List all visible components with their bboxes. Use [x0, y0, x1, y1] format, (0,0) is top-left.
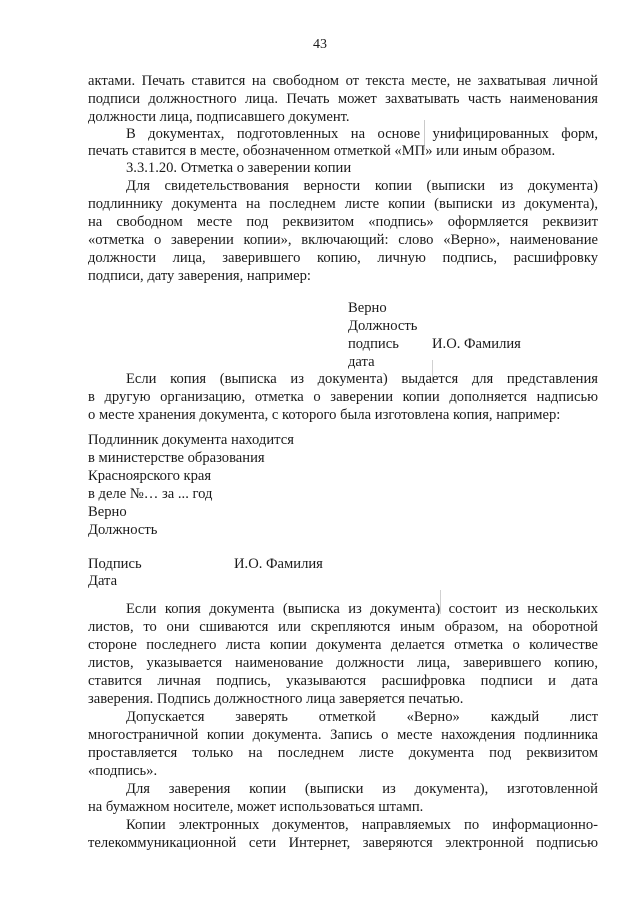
- paragraph-line: должности лица, подписавшего документ.: [88, 109, 350, 125]
- paragraph-line: печать ставится в месте, обозначенном отметкой «МП» или иным образом.: [88, 143, 556, 159]
- example2-line: в министерстве образования: [88, 450, 265, 466]
- paragraph-line: подписи должностного лица. Печать может захватывать часть наименования: [88, 91, 598, 107]
- scan-artifact: [424, 120, 425, 150]
- paragraph-line: телекоммуникационной сети Интернет, заверяются электронной подписью: [88, 835, 598, 851]
- example2-date: Дата: [88, 573, 118, 589]
- example2-signature: Подпись: [88, 556, 142, 572]
- paragraph-line: листов, то они сшиваются или скрепляются иным образом, на оборотной: [88, 619, 598, 635]
- paragraph-line: Копии электронных документов, направляемых по информационно-: [126, 817, 598, 833]
- example-date: дата: [348, 354, 375, 370]
- example-position: Должность: [348, 318, 418, 334]
- example-signature: подпись: [348, 336, 399, 352]
- example2-line: в деле №… за ... год: [88, 486, 213, 502]
- paragraph-line: о месте хранения документа, с которого была изготовлена копия, например:: [88, 407, 561, 423]
- paragraph-line: Для свидетельствования верности копии (выписки из документа): [126, 178, 598, 194]
- paragraph-line: подписи, дату заверения, например:: [88, 268, 311, 284]
- paragraph-line: заверения. Подпись должностного лица заверяется печатью.: [88, 691, 464, 707]
- example-name: И.О. Фамилия: [432, 336, 521, 352]
- paragraph-line: многостраничной копии документа. Запись о месте нахождения подлинника: [88, 727, 598, 743]
- paragraph-line: Допускается заверять отметкой «Верно» каждый лист: [126, 709, 598, 725]
- example2-line: Красноярского края: [88, 468, 212, 484]
- paragraph-line: «отметка о заверении копии», включающий: слово «Верно», наименование: [88, 232, 598, 248]
- paragraph-line: Если копия (выписка из документа) выдается для представления: [126, 371, 598, 387]
- page-number: 43: [313, 37, 327, 52]
- paragraph-line: стороне последнего листа копии документа делается отметка о количестве: [88, 637, 598, 653]
- example-verno: Верно: [348, 300, 387, 316]
- scan-artifact: [432, 360, 433, 384]
- paragraph-line: ставится личная подпись, указываются расшифровка подписи и дата: [88, 673, 598, 689]
- paragraph-line: подлиннику документа на последнем листе копии (выписки из документа),: [88, 196, 598, 212]
- paragraph-line: должности лица, заверившего копию, личную подпись, расшифровку: [88, 250, 598, 266]
- paragraph-line: листов, указывается наименование должности лица, заверившего копию,: [88, 655, 598, 671]
- paragraph-line: В документах, подготовленных на основе унифицированных форм,: [126, 126, 598, 142]
- example2-position: Должность: [88, 522, 158, 538]
- section-heading: 3.3.1.20. Отметка о заверении копии: [126, 160, 352, 176]
- paragraph-line: Для заверения копии (выписки из документа), изготовленной: [126, 781, 598, 797]
- example2-line: Подлинник документа находится: [88, 432, 294, 448]
- paragraph-line: актами. Печать ставится на свободном от текста месте, не захватывая личной: [88, 73, 598, 89]
- paragraph-line: «подпись».: [88, 763, 158, 779]
- paragraph-line: на бумажном носителе, может использоваться штамп.: [88, 799, 424, 815]
- paragraph-line: на свободном месте под реквизитом «подпись» оформляется реквизит: [88, 214, 598, 230]
- paragraph-line: Если копия документа (выписка из документа) состоит из нескольких: [126, 601, 598, 617]
- paragraph-line: в другую организацию, отметка о заверении копии дополняется надписью: [88, 389, 598, 405]
- scan-artifact: [440, 590, 441, 614]
- example2-name: И.О. Фамилия: [234, 556, 323, 572]
- paragraph-line: проставляется только на последнем листе документа под реквизитом: [88, 745, 598, 761]
- example2-verno: Верно: [88, 504, 127, 520]
